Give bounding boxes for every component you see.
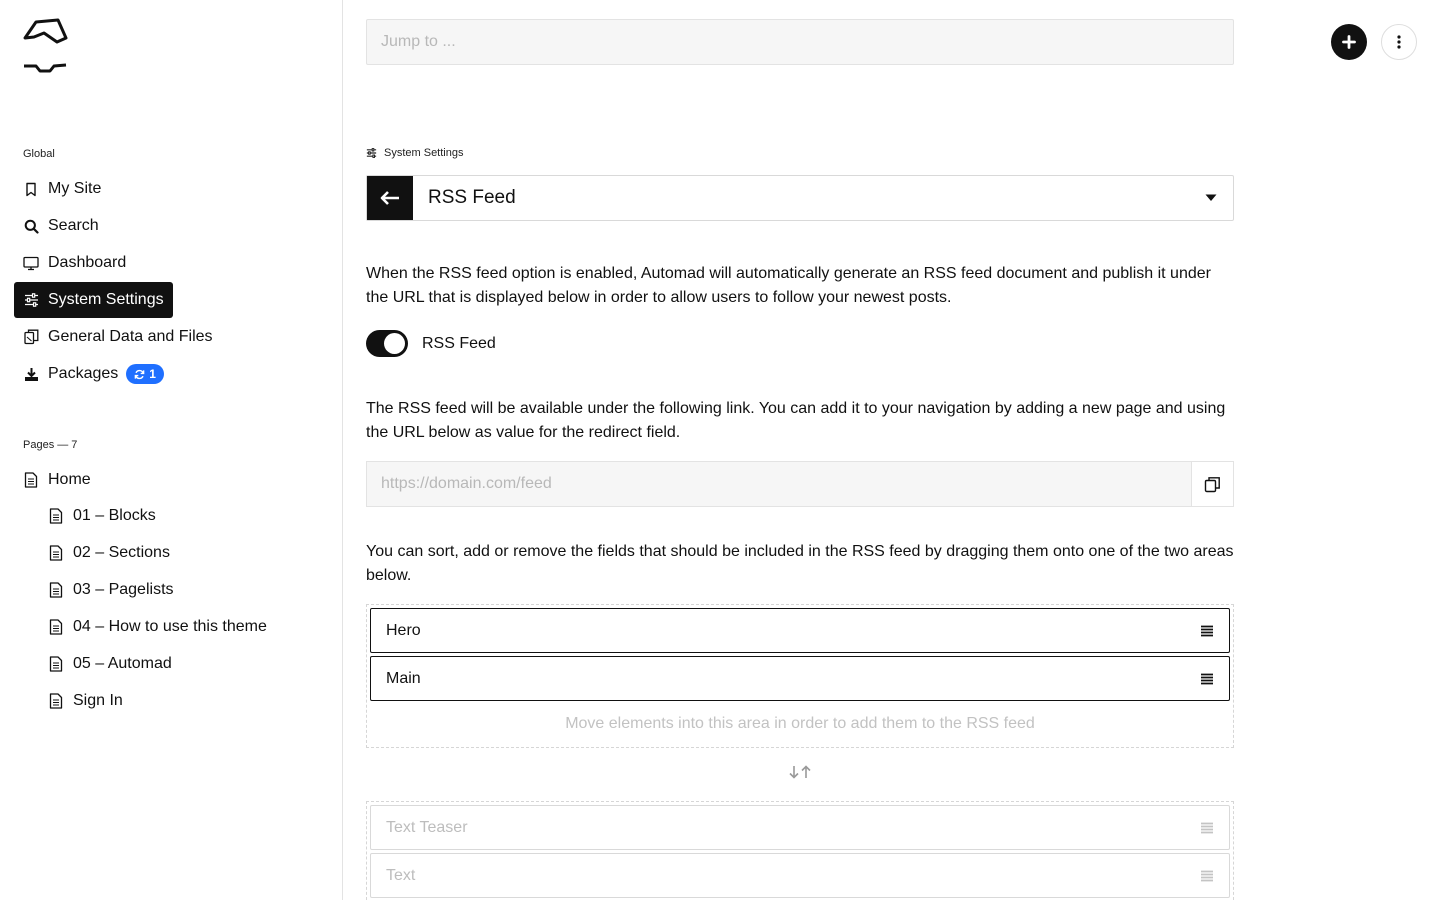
files-icon [23, 329, 39, 345]
field-label: Hero [386, 621, 421, 639]
download-icon [23, 366, 39, 382]
sidebar-item-system-settings[interactable] [14, 282, 173, 318]
page-label: 02 – Sections [73, 544, 170, 561]
caret-down-icon[interactable] [1189, 176, 1233, 220]
field-label: Text [386, 866, 416, 884]
field-item-hero[interactable] [370, 608, 1230, 653]
rss-feed-toggle[interactable] [366, 330, 408, 357]
drag-handle-icon[interactable] [1200, 625, 1214, 637]
monitor-icon [23, 255, 39, 271]
sidebar-item-my-site[interactable] [14, 171, 110, 207]
update-badge[interactable] [126, 364, 164, 384]
arrow-left-icon [379, 190, 401, 206]
sidebar-page-sign-in[interactable] [39, 683, 132, 719]
field-item-text[interactable] [370, 853, 1230, 898]
plus-icon [1342, 35, 1356, 49]
sidebar-item-packages[interactable] [14, 356, 173, 392]
rss-link-info-text: The RSS feed will be available under the following link. You can add it to your navigation by adding a new page and using the URL below as value for the redirect field. [366, 400, 1226, 441]
copy-url-button[interactable] [1191, 462, 1233, 506]
rss-intro-text: When the RSS feed option is enabled, Automad will automatically generate an RSS feed document and publish it under the URL that is displayed below in order to allow users to follow your newest posts. [366, 265, 1211, 306]
sidebar-page-how-to-use[interactable] [39, 609, 276, 645]
jump-to-input[interactable] [366, 19, 1234, 65]
sidebar-page-blocks[interactable] [39, 498, 165, 534]
page-label: 01 – Blocks [73, 507, 156, 524]
document-icon [48, 508, 64, 524]
bookmark-icon [23, 181, 39, 197]
sidebar-item-label: Search [48, 217, 99, 234]
rss-sort-info-text: You can sort, add or remove the fields that should be included in the RSS feed by dragging them onto one of the two areas below. [366, 543, 1234, 584]
dropzone-hint: Move elements into this area in order to add them to the RSS feed [565, 715, 1035, 732]
sidebar-item-search[interactable] [14, 208, 108, 244]
sidebar-item-label: My Site [48, 180, 102, 197]
sidebar-item-label: Dashboard [48, 254, 127, 271]
page-label: 05 – Automad [73, 655, 172, 672]
sidebar-item-label: General Data and Files [48, 328, 213, 345]
add-page-button[interactable] [1331, 24, 1367, 60]
toggle-knob [384, 333, 405, 354]
copy-icon [1204, 476, 1221, 493]
rss-toggle-label: RSS Feed [422, 334, 496, 352]
search-icon [23, 218, 39, 234]
page-label: Sign In [73, 692, 123, 709]
swap-arrows-icon [785, 763, 815, 781]
rss-active-fields-zone[interactable] [366, 604, 1234, 748]
sidebar-page-automad[interactable] [39, 646, 181, 682]
document-icon [48, 656, 64, 672]
sliders-icon [366, 148, 377, 158]
sidebar [0, 0, 343, 900]
field-label: Main [386, 669, 421, 687]
feed-url-input[interactable] [367, 462, 1191, 506]
refresh-icon [134, 369, 145, 380]
sliders-icon [23, 292, 39, 308]
page-label: 04 – How to use this theme [73, 618, 267, 635]
rss-toggle-row[interactable] [366, 330, 496, 357]
sidebar-page-pagelists[interactable] [39, 572, 183, 608]
sidebar-item-label: System Settings [48, 291, 164, 308]
document-icon [23, 472, 39, 488]
automad-logo[interactable] [22, 18, 70, 74]
drag-handle-icon[interactable] [1200, 673, 1214, 685]
settings-section-select[interactable] [366, 175, 1234, 221]
selected-section-label: RSS Feed [428, 187, 516, 208]
sidebar-page-sections[interactable] [39, 535, 179, 571]
sidebar-item-general-data-and-files[interactable] [14, 319, 222, 355]
global-section-label: Global [23, 148, 55, 160]
sidebar-item-label: Packages [48, 365, 119, 382]
feed-url-field [366, 461, 1234, 507]
back-button[interactable] [367, 176, 413, 220]
breadcrumb [366, 147, 463, 159]
document-icon [48, 582, 64, 598]
more-options-button[interactable] [1381, 24, 1417, 60]
field-label: Text Teaser [386, 818, 468, 836]
field-item-main[interactable] [370, 656, 1230, 701]
rss-available-fields-zone[interactable] [366, 801, 1234, 900]
pages-section-label: Pages — 7 [23, 439, 78, 451]
document-icon [48, 619, 64, 635]
breadcrumb-label: System Settings [384, 147, 464, 159]
drag-handle-icon[interactable] [1200, 870, 1214, 882]
page-label: Home [48, 471, 91, 488]
sidebar-page-home[interactable] [14, 462, 100, 498]
sidebar-item-dashboard[interactable] [14, 245, 135, 281]
update-count: 1 [149, 367, 156, 381]
more-vertical-icon [1397, 35, 1401, 49]
document-icon [48, 693, 64, 709]
drag-handle-icon[interactable] [1200, 822, 1214, 834]
page-label: 03 – Pagelists [73, 581, 174, 598]
document-icon [48, 545, 64, 561]
field-item-text-teaser[interactable] [370, 805, 1230, 850]
